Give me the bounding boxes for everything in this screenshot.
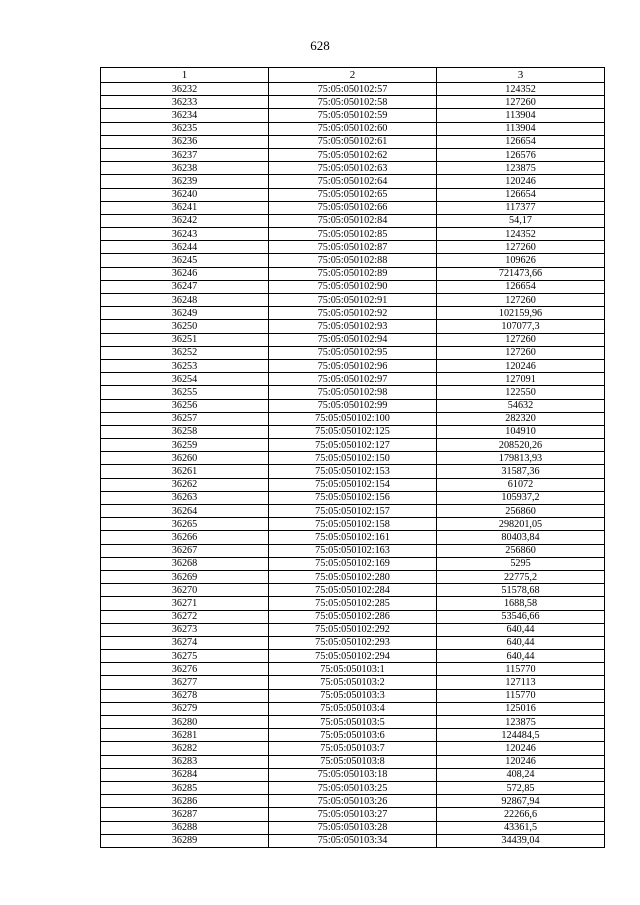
table-row: [101, 412, 605, 425]
row-number-cell: 36282: [101, 742, 269, 755]
table-row: [101, 135, 605, 148]
table-row: [101, 96, 605, 109]
value-cell: 298201,05: [437, 518, 605, 531]
row-number-cell: 36261: [101, 465, 269, 478]
value-cell: 54632: [437, 399, 605, 412]
value-cell: 126576: [437, 148, 605, 161]
cadastral-number-cell: 75:05:050103:25: [269, 781, 437, 794]
table-row: [101, 359, 605, 372]
table-row: [101, 531, 605, 544]
row-number-cell: 36270: [101, 584, 269, 597]
row-number-cell: 36281: [101, 729, 269, 742]
value-cell: 117377: [437, 201, 605, 214]
row-number-cell: 36267: [101, 544, 269, 557]
row-number-cell: 36242: [101, 214, 269, 227]
cadastral-number-cell: 75:05:050102:93: [269, 320, 437, 333]
value-cell: 61072: [437, 478, 605, 491]
cadastral-number-cell: 75:05:050103:5: [269, 716, 437, 729]
column-header-1: 1: [101, 68, 269, 83]
value-cell: 208520,26: [437, 439, 605, 452]
value-cell: 127260: [437, 294, 605, 307]
table-row: [101, 162, 605, 175]
value-cell: 127113: [437, 676, 605, 689]
table-row: [101, 610, 605, 623]
table-row: [101, 452, 605, 465]
table-row: [101, 201, 605, 214]
row-number-cell: 36288: [101, 821, 269, 834]
cadastral-number-cell: 75:05:050103:34: [269, 834, 437, 847]
value-cell: 126654: [437, 188, 605, 201]
value-cell: 22775,2: [437, 570, 605, 583]
value-cell: 640,44: [437, 623, 605, 636]
cadastral-number-cell: 75:05:050102:90: [269, 280, 437, 293]
row-number-cell: 36260: [101, 452, 269, 465]
table-row: [101, 214, 605, 227]
cadastral-number-cell: 75:05:050102:280: [269, 570, 437, 583]
cadastral-number-cell: 75:05:050102:99: [269, 399, 437, 412]
cadastral-number-cell: 75:05:050102:169: [269, 557, 437, 570]
table-row: [101, 834, 605, 847]
row-number-cell: 36257: [101, 412, 269, 425]
cadastral-number-cell: 75:05:050102:88: [269, 254, 437, 267]
value-cell: 104910: [437, 425, 605, 438]
cadastral-number-cell: 75:05:050102:284: [269, 584, 437, 597]
header-row: [101, 68, 605, 83]
table-row: [101, 399, 605, 412]
value-cell: 127091: [437, 373, 605, 386]
cadastral-number-cell: 75:05:050102:161: [269, 531, 437, 544]
row-number-cell: 36271: [101, 597, 269, 610]
cadastral-number-cell: 75:05:050103:27: [269, 808, 437, 821]
cadastral-number-cell: 75:05:050103:18: [269, 768, 437, 781]
cadastral-number-cell: 75:05:050102:294: [269, 650, 437, 663]
cadastral-number-cell: 75:05:050102:157: [269, 505, 437, 518]
cadastral-number-cell: 75:05:050102:64: [269, 175, 437, 188]
cadastral-number-cell: 75:05:050103:8: [269, 755, 437, 768]
value-cell: 102159,96: [437, 307, 605, 320]
value-cell: 120246: [437, 175, 605, 188]
cadastral-number-cell: 75:05:050102:292: [269, 623, 437, 636]
row-number-cell: 36272: [101, 610, 269, 623]
value-cell: 127260: [437, 333, 605, 346]
row-number-cell: 36254: [101, 373, 269, 386]
table-row: [101, 821, 605, 834]
value-cell: 105937,2: [437, 491, 605, 504]
row-number-cell: 36287: [101, 808, 269, 821]
row-number-cell: 36239: [101, 175, 269, 188]
cadastral-number-cell: 75:05:050102:98: [269, 386, 437, 399]
cadastral-number-cell: 75:05:050102:84: [269, 214, 437, 227]
row-number-cell: 36234: [101, 109, 269, 122]
cadastral-number-cell: 75:05:050102:94: [269, 333, 437, 346]
row-number-cell: 36275: [101, 650, 269, 663]
row-number-cell: 36273: [101, 623, 269, 636]
value-cell: 113904: [437, 109, 605, 122]
value-cell: 1688,58: [437, 597, 605, 610]
value-cell: 126654: [437, 280, 605, 293]
table-row: [101, 505, 605, 518]
row-number-cell: 36256: [101, 399, 269, 412]
table-row: [101, 346, 605, 359]
value-cell: 256860: [437, 544, 605, 557]
value-cell: 640,44: [437, 636, 605, 649]
row-number-cell: 36251: [101, 333, 269, 346]
row-number-cell: 36246: [101, 267, 269, 280]
page-number: 628: [310, 38, 330, 53]
row-number-cell: 36247: [101, 280, 269, 293]
value-cell: 107077,3: [437, 320, 605, 333]
cadastral-number-cell: 75:05:050103:26: [269, 795, 437, 808]
cadastral-number-cell: 75:05:050102:154: [269, 478, 437, 491]
row-number-cell: 36278: [101, 689, 269, 702]
row-number-cell: 36277: [101, 676, 269, 689]
row-number-cell: 36250: [101, 320, 269, 333]
value-cell: 34439,04: [437, 834, 605, 847]
cadastral-number-cell: 75:05:050103:7: [269, 742, 437, 755]
value-cell: 256860: [437, 505, 605, 518]
value-cell: 5295: [437, 557, 605, 570]
cadastral-number-cell: 75:05:050102:97: [269, 373, 437, 386]
cadastral-number-cell: 75:05:050102:87: [269, 241, 437, 254]
cadastral-number-cell: 75:05:050102:85: [269, 228, 437, 241]
table-row: [101, 663, 605, 676]
value-cell: 123875: [437, 162, 605, 175]
table-row: [101, 267, 605, 280]
row-number-cell: 36279: [101, 702, 269, 715]
row-number-cell: 36268: [101, 557, 269, 570]
cadastral-number-cell: 75:05:050102:163: [269, 544, 437, 557]
cadastral-number-cell: 75:05:050103:4: [269, 702, 437, 715]
cadastral-number-cell: 75:05:050102:58: [269, 96, 437, 109]
row-number-cell: 36235: [101, 122, 269, 135]
row-number-cell: 36238: [101, 162, 269, 175]
value-cell: 51578,68: [437, 584, 605, 597]
cadastral-number-cell: 75:05:050103:28: [269, 821, 437, 834]
data-table: [100, 67, 605, 848]
table-row: [101, 439, 605, 452]
value-cell: 179813,93: [437, 452, 605, 465]
cadastral-number-cell: 75:05:050102:57: [269, 83, 437, 96]
cadastral-number-cell: 75:05:050102:285: [269, 597, 437, 610]
row-number-cell: 36233: [101, 96, 269, 109]
table-row: [101, 478, 605, 491]
value-cell: 53546,66: [437, 610, 605, 623]
row-number-cell: 36252: [101, 346, 269, 359]
row-number-cell: 36284: [101, 768, 269, 781]
cadastral-number-cell: 75:05:050102:91: [269, 294, 437, 307]
row-number-cell: 36269: [101, 570, 269, 583]
table-body: [101, 83, 605, 848]
cadastral-number-cell: 75:05:050102:150: [269, 452, 437, 465]
table-row: [101, 518, 605, 531]
cadastral-number-cell: 75:05:050103:2: [269, 676, 437, 689]
table-row: [101, 689, 605, 702]
value-cell: 124352: [437, 83, 605, 96]
value-cell: 22266,6: [437, 808, 605, 821]
row-number-cell: 36249: [101, 307, 269, 320]
table-row: [101, 294, 605, 307]
row-number-cell: 36241: [101, 201, 269, 214]
table-row: [101, 109, 605, 122]
value-cell: 113904: [437, 122, 605, 135]
value-cell: 124484,5: [437, 729, 605, 742]
table-row: [101, 768, 605, 781]
value-cell: 127260: [437, 241, 605, 254]
row-number-cell: 36243: [101, 228, 269, 241]
value-cell: 120246: [437, 755, 605, 768]
value-cell: 31587,36: [437, 465, 605, 478]
value-cell: 721473,66: [437, 267, 605, 280]
row-number-cell: 36245: [101, 254, 269, 267]
table-row: [101, 280, 605, 293]
value-cell: 54,17: [437, 214, 605, 227]
row-number-cell: 36266: [101, 531, 269, 544]
cadastral-number-cell: 75:05:050102:95: [269, 346, 437, 359]
row-number-cell: 36264: [101, 505, 269, 518]
value-cell: 120246: [437, 742, 605, 755]
table-row: [101, 557, 605, 570]
row-number-cell: 36280: [101, 716, 269, 729]
table-row: [101, 83, 605, 96]
value-cell: 640,44: [437, 650, 605, 663]
cadastral-number-cell: 75:05:050102:62: [269, 148, 437, 161]
table-row: [101, 729, 605, 742]
cadastral-number-cell: 75:05:050102:286: [269, 610, 437, 623]
row-number-cell: 36289: [101, 834, 269, 847]
table-row: [101, 755, 605, 768]
table-row: [101, 570, 605, 583]
value-cell: 92867,94: [437, 795, 605, 808]
row-number-cell: 36236: [101, 135, 269, 148]
row-number-cell: 36262: [101, 478, 269, 491]
cadastral-number-cell: 75:05:050102:63: [269, 162, 437, 175]
cadastral-number-cell: 75:05:050103:1: [269, 663, 437, 676]
column-header-3: 3: [437, 68, 605, 83]
table-row: [101, 188, 605, 201]
row-number-cell: 36285: [101, 781, 269, 794]
table-row: [101, 676, 605, 689]
row-number-cell: 36240: [101, 188, 269, 201]
cadastral-number-cell: 75:05:050102:65: [269, 188, 437, 201]
cadastral-number-cell: 75:05:050102:156: [269, 491, 437, 504]
row-number-cell: 36237: [101, 148, 269, 161]
value-cell: 124352: [437, 228, 605, 241]
cadastral-number-cell: 75:05:050102:92: [269, 307, 437, 320]
table-row: [101, 636, 605, 649]
table-row: [101, 465, 605, 478]
value-cell: 115770: [437, 689, 605, 702]
table-row: [101, 307, 605, 320]
cadastral-number-cell: 75:05:050102:127: [269, 439, 437, 452]
row-number-cell: 36276: [101, 663, 269, 676]
cadastral-number-cell: 75:05:050102:96: [269, 359, 437, 372]
table-row: [101, 228, 605, 241]
cadastral-number-cell: 75:05:050103:6: [269, 729, 437, 742]
value-cell: 408,24: [437, 768, 605, 781]
cadastral-number-cell: 75:05:050102:153: [269, 465, 437, 478]
cadastral-number-cell: 75:05:050102:66: [269, 201, 437, 214]
table-row: [101, 742, 605, 755]
table-row: [101, 320, 605, 333]
table-row: [101, 122, 605, 135]
value-cell: 109626: [437, 254, 605, 267]
cadastral-number-cell: 75:05:050102:89: [269, 267, 437, 280]
table-header: [101, 68, 605, 83]
table-row: [101, 148, 605, 161]
row-number-cell: 36263: [101, 491, 269, 504]
column-header-2: 2: [269, 68, 437, 83]
row-number-cell: 36244: [101, 241, 269, 254]
value-cell: 282320: [437, 412, 605, 425]
value-cell: 126654: [437, 135, 605, 148]
table-row: [101, 808, 605, 821]
table-row: [101, 702, 605, 715]
cadastral-number-cell: 75:05:050103:3: [269, 689, 437, 702]
table-row: [101, 650, 605, 663]
cadastral-number-cell: 75:05:050102:61: [269, 135, 437, 148]
table-row: [101, 333, 605, 346]
value-cell: 122550: [437, 386, 605, 399]
table-row: [101, 425, 605, 438]
table-row: [101, 716, 605, 729]
row-number-cell: 36259: [101, 439, 269, 452]
cadastral-number-cell: 75:05:050102:100: [269, 412, 437, 425]
table-row: [101, 544, 605, 557]
table-row: [101, 623, 605, 636]
value-cell: 572,85: [437, 781, 605, 794]
table-row: [101, 254, 605, 267]
table-row: [101, 373, 605, 386]
value-cell: 120246: [437, 359, 605, 372]
table-row: [101, 795, 605, 808]
table-row: [101, 584, 605, 597]
table-row: [101, 597, 605, 610]
row-number-cell: 36265: [101, 518, 269, 531]
cadastral-number-cell: 75:05:050102:158: [269, 518, 437, 531]
row-number-cell: 36248: [101, 294, 269, 307]
value-cell: 43361,5: [437, 821, 605, 834]
row-number-cell: 36255: [101, 386, 269, 399]
value-cell: 115770: [437, 663, 605, 676]
table-row: [101, 241, 605, 254]
row-number-cell: 36274: [101, 636, 269, 649]
value-cell: 127260: [437, 346, 605, 359]
cadastral-number-cell: 75:05:050102:59: [269, 109, 437, 122]
row-number-cell: 36232: [101, 83, 269, 96]
table-row: [101, 491, 605, 504]
table-row: [101, 175, 605, 188]
row-number-cell: 36253: [101, 359, 269, 372]
cadastral-number-cell: 75:05:050102:60: [269, 122, 437, 135]
cadastral-number-cell: 75:05:050102:293: [269, 636, 437, 649]
cadastral-number-cell: 75:05:050102:125: [269, 425, 437, 438]
value-cell: 80403,84: [437, 531, 605, 544]
row-number-cell: 36258: [101, 425, 269, 438]
table-row: [101, 781, 605, 794]
value-cell: 127260: [437, 96, 605, 109]
table-row: [101, 386, 605, 399]
row-number-cell: 36283: [101, 755, 269, 768]
value-cell: 125016: [437, 702, 605, 715]
value-cell: 123875: [437, 716, 605, 729]
row-number-cell: 36286: [101, 795, 269, 808]
